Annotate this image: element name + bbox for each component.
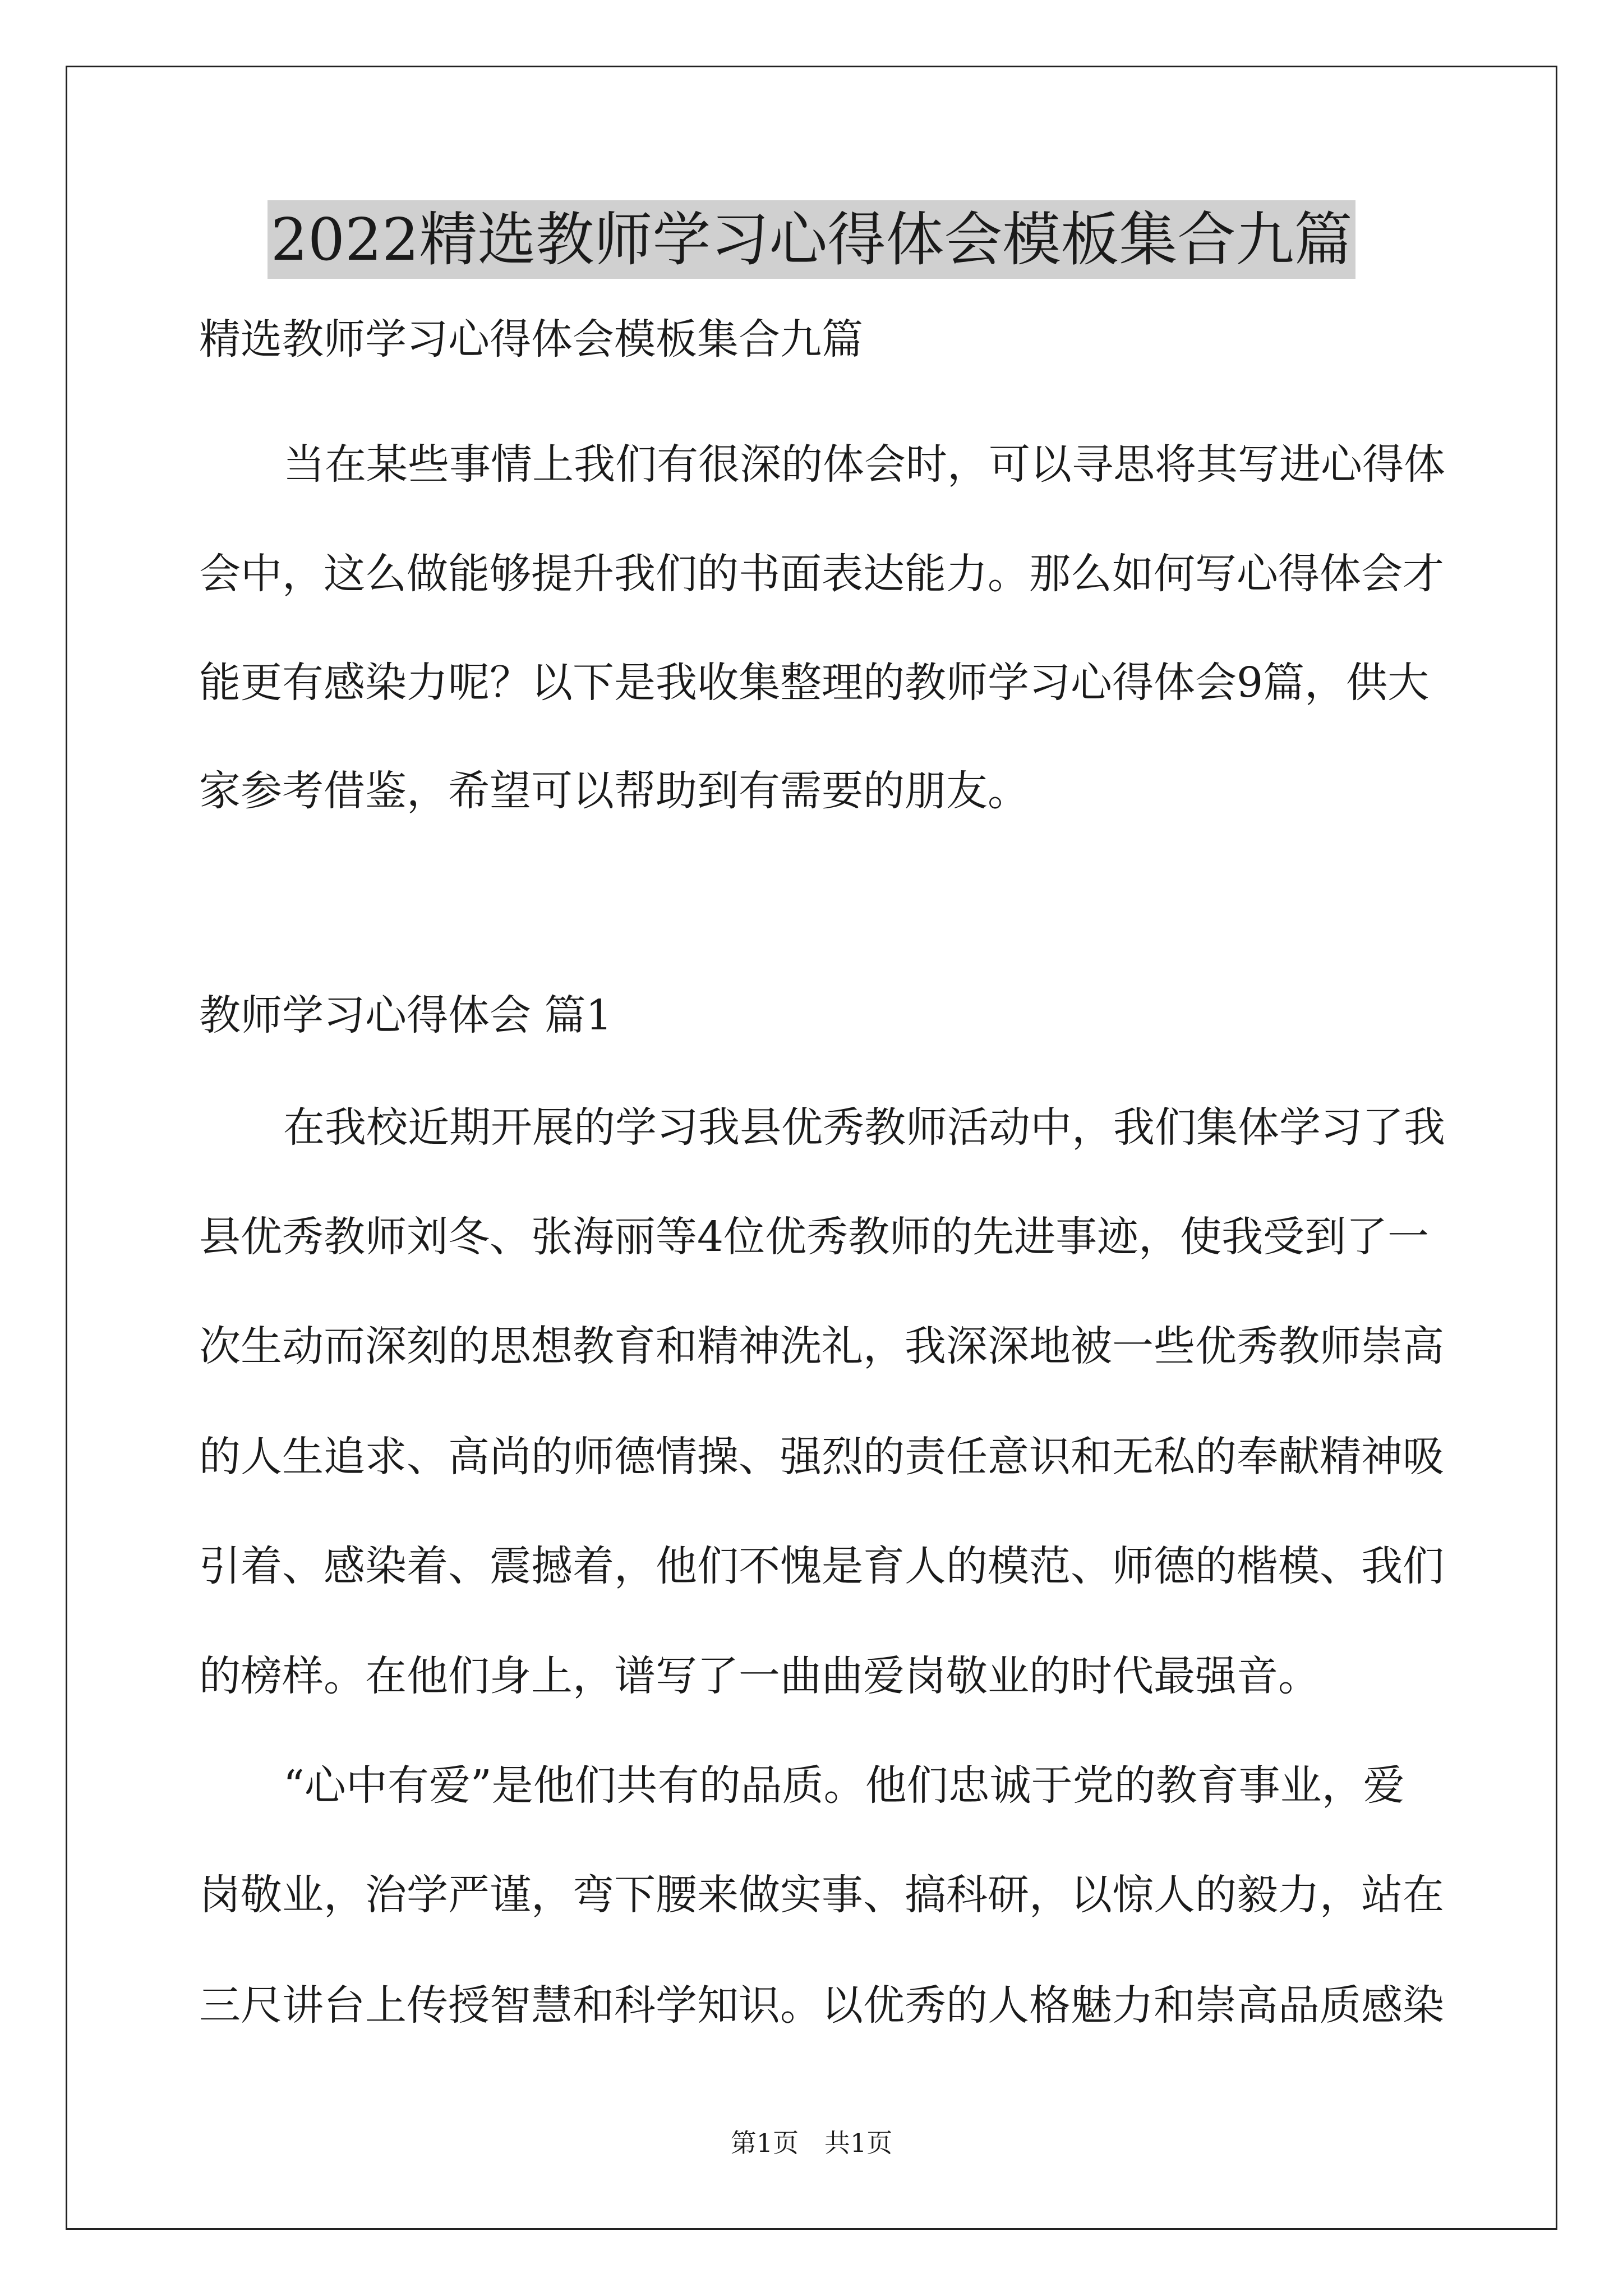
document-subtitle: 精选教师学习心得体会模板集合九篇 [199,315,863,364]
paragraph-line: 的榜样。在他们身上，谱写了一曲曲爱岗敬业的时代最强音。 [199,1652,1320,1700]
paragraph-line: 三尺讲台上传授智慧和科学知识。以优秀的人格魅力和崇高品质感染 [199,1981,1444,2030]
page-footer: 第1页 共1页 [730,2128,893,2158]
section-heading: 教师学习心得体会 篇1 [199,991,612,1039]
document-title [0,200,1623,279]
paragraph-line: 次生动而深刻的思想教育和精神洗礼，我深深地被一些优秀教师崇高 [199,1322,1444,1370]
intro-line: 会中，这么做能够提升我们的书面表达能力。那么如何写心得体会才 [199,550,1444,598]
paragraph-line: 县优秀教师刘冬、张海丽等4位优秀教师的先进事迹，使我受到了一 [199,1213,1430,1261]
paragraph-line: 在我校近期开展的学习我县优秀教师活动中，我们集体学习了我 [283,1103,1445,1152]
document-title-text: 2022精选教师学习心得体会模板集合九篇 [268,200,1356,279]
paragraph-line: “心中有爱”是他们共有的品质。他们忠诚于党的教育事业，爱 [283,1761,1405,1810]
intro-line: 能更有感染力呢？以下是我收集整理的教师学习心得体会9篇，供大 [199,659,1430,707]
paragraph-line: 引着、感染着、震撼着，他们不愧是育人的模范、师德的楷模、我们 [199,1542,1444,1590]
intro-line: 当在某些事情上我们有很深的体会时，可以寻思将其写进心得体 [283,440,1445,489]
intro-line: 家参考借鉴，希望可以帮助到有需要的朋友。 [199,767,1029,815]
paragraph-line: 岗敬业，治学严谨，弯下腰来做实事、搞科研，以惊人的毅力，站在 [199,1871,1444,1919]
paragraph-line: 的人生追求、高尚的师德情操、强烈的责任意识和无私的奉献精神吸 [199,1433,1444,1481]
